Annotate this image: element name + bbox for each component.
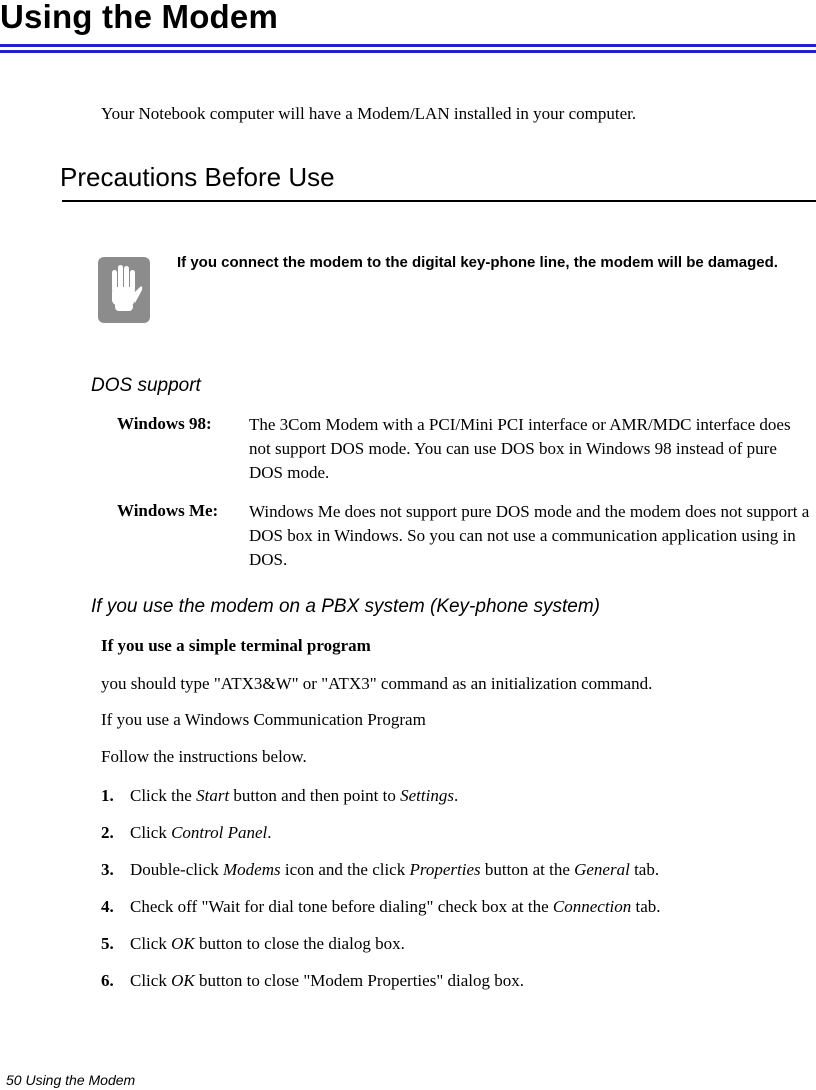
definition-term: Windows Me: xyxy=(117,501,219,520)
step-emphasis: Modems xyxy=(223,860,281,879)
step-number: 3. xyxy=(101,860,114,879)
step-text: Check off "Wait for dial tone before dialing" check box at the xyxy=(130,897,553,916)
step-emphasis: Settings xyxy=(400,786,454,805)
definition-description: Windows Me does not support pure DOS mode and the modem does not support a DOS box in Windows. So you can not use a communication application using in DOS. xyxy=(249,502,810,569)
follow-instructions-text: Follow the instructions below. xyxy=(101,747,307,766)
list-item xyxy=(101,860,659,880)
step-text: Click xyxy=(130,823,172,842)
step-text: Click xyxy=(130,971,172,990)
step-text: button to close "Modem Properties" dialog box. xyxy=(194,971,525,990)
title-rule-top xyxy=(0,44,816,47)
definition-description: The 3Com Modem with a PCI/Mini PCI interface or AMR/MDC interface does not support DOS mode. You can use DOS box in Windows 98 instead of pure DOS mode. xyxy=(249,415,791,482)
windows-program-heading: If you use a Windows Communication Program xyxy=(101,710,426,729)
step-text: button at the xyxy=(480,860,575,879)
list-item xyxy=(101,934,405,954)
step-text: Click xyxy=(130,934,172,953)
step-number: 6. xyxy=(101,971,114,990)
stop-hand-icon xyxy=(98,257,150,323)
step-text: button to close the dialog box. xyxy=(194,934,405,953)
step-emphasis: Properties xyxy=(409,860,481,879)
title-rule-bottom xyxy=(0,50,816,53)
step-emphasis: OK xyxy=(171,971,195,990)
page-footer: 50 Using the Modem xyxy=(6,1072,136,1088)
definition-term: Windows 98: xyxy=(117,414,212,433)
step-number: 1. xyxy=(101,786,114,805)
step-text: button and then point to xyxy=(229,786,401,805)
list-item xyxy=(101,823,272,843)
step-number: 5. xyxy=(101,934,114,953)
section-heading-precautions: Precautions Before Use xyxy=(60,162,335,192)
list-item xyxy=(101,786,458,806)
step-emphasis: Control Panel xyxy=(171,823,268,842)
caution-message: If you connect the modem to the digital key-phone line, the modem will be damaged. xyxy=(177,254,778,271)
page-title: Using the Modem xyxy=(0,0,279,35)
list-item xyxy=(101,971,524,991)
step-number: 4. xyxy=(101,897,114,916)
subheading-pbx-system: If you use the modem on a PBX system (Key-phone system) xyxy=(91,596,601,617)
step-text: . xyxy=(267,823,272,842)
step-emphasis: OK xyxy=(171,934,195,953)
intro-paragraph: Your Notebook computer will have a Modem/LAN installed in your computer. xyxy=(101,104,637,123)
simple-terminal-heading: If you use a simple terminal program xyxy=(101,636,371,655)
step-text: icon and the click xyxy=(280,860,410,879)
step-text: . xyxy=(453,786,459,805)
step-emphasis: Connection xyxy=(552,897,632,916)
step-number: 2. xyxy=(101,823,114,842)
step-text: Double-click xyxy=(130,860,223,879)
step-text: Click the xyxy=(130,786,197,805)
section-rule xyxy=(62,200,816,202)
step-emphasis: General xyxy=(574,860,630,879)
step-emphasis: Start xyxy=(196,786,230,805)
list-item xyxy=(101,897,661,917)
simple-terminal-text: you should type "ATX3&W" or "ATX3" command as an initialization command. xyxy=(101,674,653,693)
step-text: tab. xyxy=(631,897,661,916)
step-text: tab. xyxy=(629,860,660,879)
subheading-dos-support: DOS support xyxy=(91,375,201,396)
